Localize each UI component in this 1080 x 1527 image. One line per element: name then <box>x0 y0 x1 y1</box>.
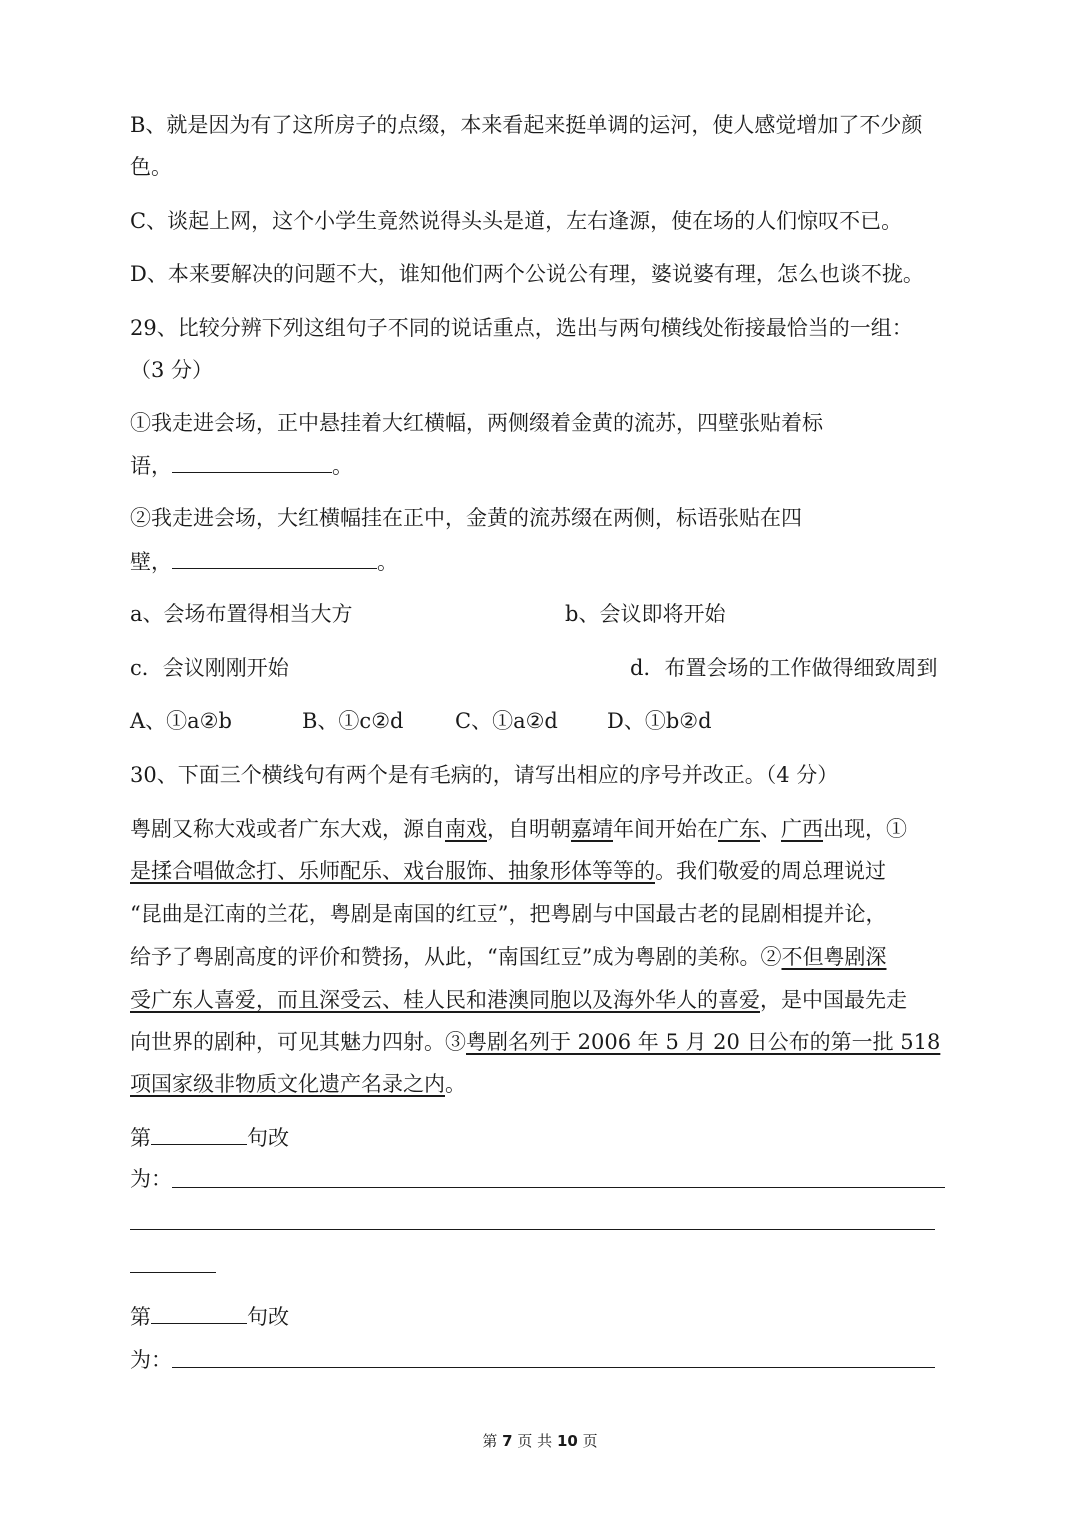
text-span: 出现，① <box>823 817 907 841</box>
text-span: 。 <box>445 1072 466 1096</box>
q30-title: 30、下面三个横线句有两个是有毛病的，请写出相应的序号并改正。（4 分） <box>130 763 839 787</box>
underlined-jiajing: 嘉靖 <box>571 817 613 841</box>
sentence2-blank[interactable] <box>172 546 377 569</box>
answer1-line3[interactable] <box>130 1272 216 1273</box>
option-c: C、谈起上网，这个小学生竟然说得头头是道，左右逢源，使在场的人们惊叹不已。 <box>130 209 903 233</box>
option-d: D、本来要解决的问题不大，谁知他们两个公说公有理，婆说婆有理，怎么也谈不拢。 <box>130 262 924 286</box>
page-footer <box>0 1430 1080 1451</box>
answer1-line1[interactable] <box>172 1187 945 1188</box>
q29-sentence1-line1: ①我走进会场，正中悬挂着大红横幅，两侧缀着金黄的流苏，四壁张贴着标 <box>130 411 823 435</box>
underlined-nanxi: 南戏 <box>445 817 487 841</box>
q29-choice-d: d．布置会场的工作做得细致周到 <box>630 656 938 680</box>
answer1-wei: 为： <box>130 1167 172 1191</box>
page-total: 10 <box>556 1432 578 1450</box>
answer1-number-blank[interactable] <box>151 1122 247 1145</box>
q30-para-line5 <box>130 985 907 1015</box>
q29-choice-c: c．会议刚刚开始 <box>130 656 289 680</box>
sentence1-end: 。 <box>332 454 353 478</box>
q29-sentence2-line2 <box>130 546 398 577</box>
underlined-sentence-2-start: 不但粤剧深 <box>781 945 887 969</box>
underlined-sentence-3-start: 粤剧名列于 2006 年 5 月 20 日公布的第一批 518 <box>466 1030 941 1054</box>
q30-para-line2 <box>130 856 886 886</box>
answer1-di: 第 <box>130 1126 151 1150</box>
q29-choice-a: a、会场布置得相当大方 <box>130 602 353 626</box>
q29-choice-b: b、会议即将开始 <box>565 602 726 626</box>
text-span: 、 <box>760 817 781 841</box>
underlined-sentence-3-end: 项国家级非物质文化遗产名录之内 <box>130 1072 445 1096</box>
footer-post: 页 <box>582 1432 598 1450</box>
answer2-line1[interactable] <box>172 1367 935 1368</box>
q29-score: （3 分） <box>130 358 214 382</box>
q29-answer-a: A、①a②b <box>130 709 232 733</box>
q29-answer-b: B、①c②d <box>302 709 404 733</box>
option-b-line2: 色。 <box>130 155 172 179</box>
answer1-ju: 句改 <box>247 1126 289 1150</box>
sentence2-prefix: 壁， <box>130 550 172 574</box>
text-span: 。我们敬爱的周总理说过 <box>655 859 886 883</box>
q30-para-line1 <box>130 814 907 844</box>
underlined-sentence-1: 是揉合唱做念打、乐师配乐、戏台服饰、抽象形体等等的 <box>130 859 655 883</box>
text-span: ，是中国最先走 <box>760 988 907 1012</box>
q29-answer-d: D、①b②d <box>607 709 712 733</box>
q29-sentence2-line1: ②我走进会场，大红横幅挂在正中，金黄的流苏缀在两侧，标语张贴在四 <box>130 506 802 530</box>
q30-para-line4 <box>130 942 886 972</box>
page-number: 7 <box>502 1432 513 1450</box>
sentence1-blank[interactable] <box>172 450 332 473</box>
text-span: 年间开始在 <box>613 817 718 841</box>
answer2-wei: 为： <box>130 1348 172 1372</box>
text-span: 给予了粤剧高度的评价和赞扬，从此，“南国红豆”成为粤剧的美称。② <box>130 945 782 969</box>
text-span: ，自明朝 <box>487 817 571 841</box>
sentence2-end: 。 <box>377 550 398 574</box>
footer-pre: 第 <box>482 1432 498 1450</box>
option-b-line1: B、就是因为有了这所房子的点缀，本来看起来挺单调的运河，使人感觉增加了不少颜 <box>130 113 923 137</box>
footer-mid: 页 共 <box>517 1432 553 1450</box>
underlined-guangxi: 广西 <box>781 817 823 841</box>
q30-para-line6 <box>130 1027 940 1057</box>
answer2-ju: 句改 <box>247 1305 289 1329</box>
answer2-number-blank[interactable] <box>151 1301 247 1324</box>
q30-para-line7 <box>130 1069 466 1099</box>
answer2-di: 第 <box>130 1305 151 1329</box>
sentence1-prefix: 语， <box>130 454 172 478</box>
q29-title: 29、比较分辨下列这组句子不同的说话重点，选出与两句横线处衔接最恰当的一组： <box>130 316 913 340</box>
answer2-sentence-line <box>130 1301 289 1332</box>
answer1-line2[interactable] <box>130 1229 935 1230</box>
underlined-guangdong: 广东 <box>718 817 760 841</box>
underlined-sentence-2-end: 受广东人喜爱，而且深受云、桂人民和港澳同胞以及海外华人的喜爱 <box>130 988 760 1012</box>
q29-sentence1-line2 <box>130 450 353 481</box>
text-span: 粤剧又称大戏或者广东大戏，源自 <box>130 817 445 841</box>
text-span: 向世界的剧种，可见其魅力四射。③ <box>130 1030 466 1054</box>
answer1-sentence-line <box>130 1122 289 1153</box>
q29-answer-c: C、①a②d <box>455 709 558 733</box>
q30-para-line3: “昆曲是江南的兰花，粤剧是南国的红豆”，把粤剧与中国最古老的昆剧相提并论， <box>130 902 887 926</box>
